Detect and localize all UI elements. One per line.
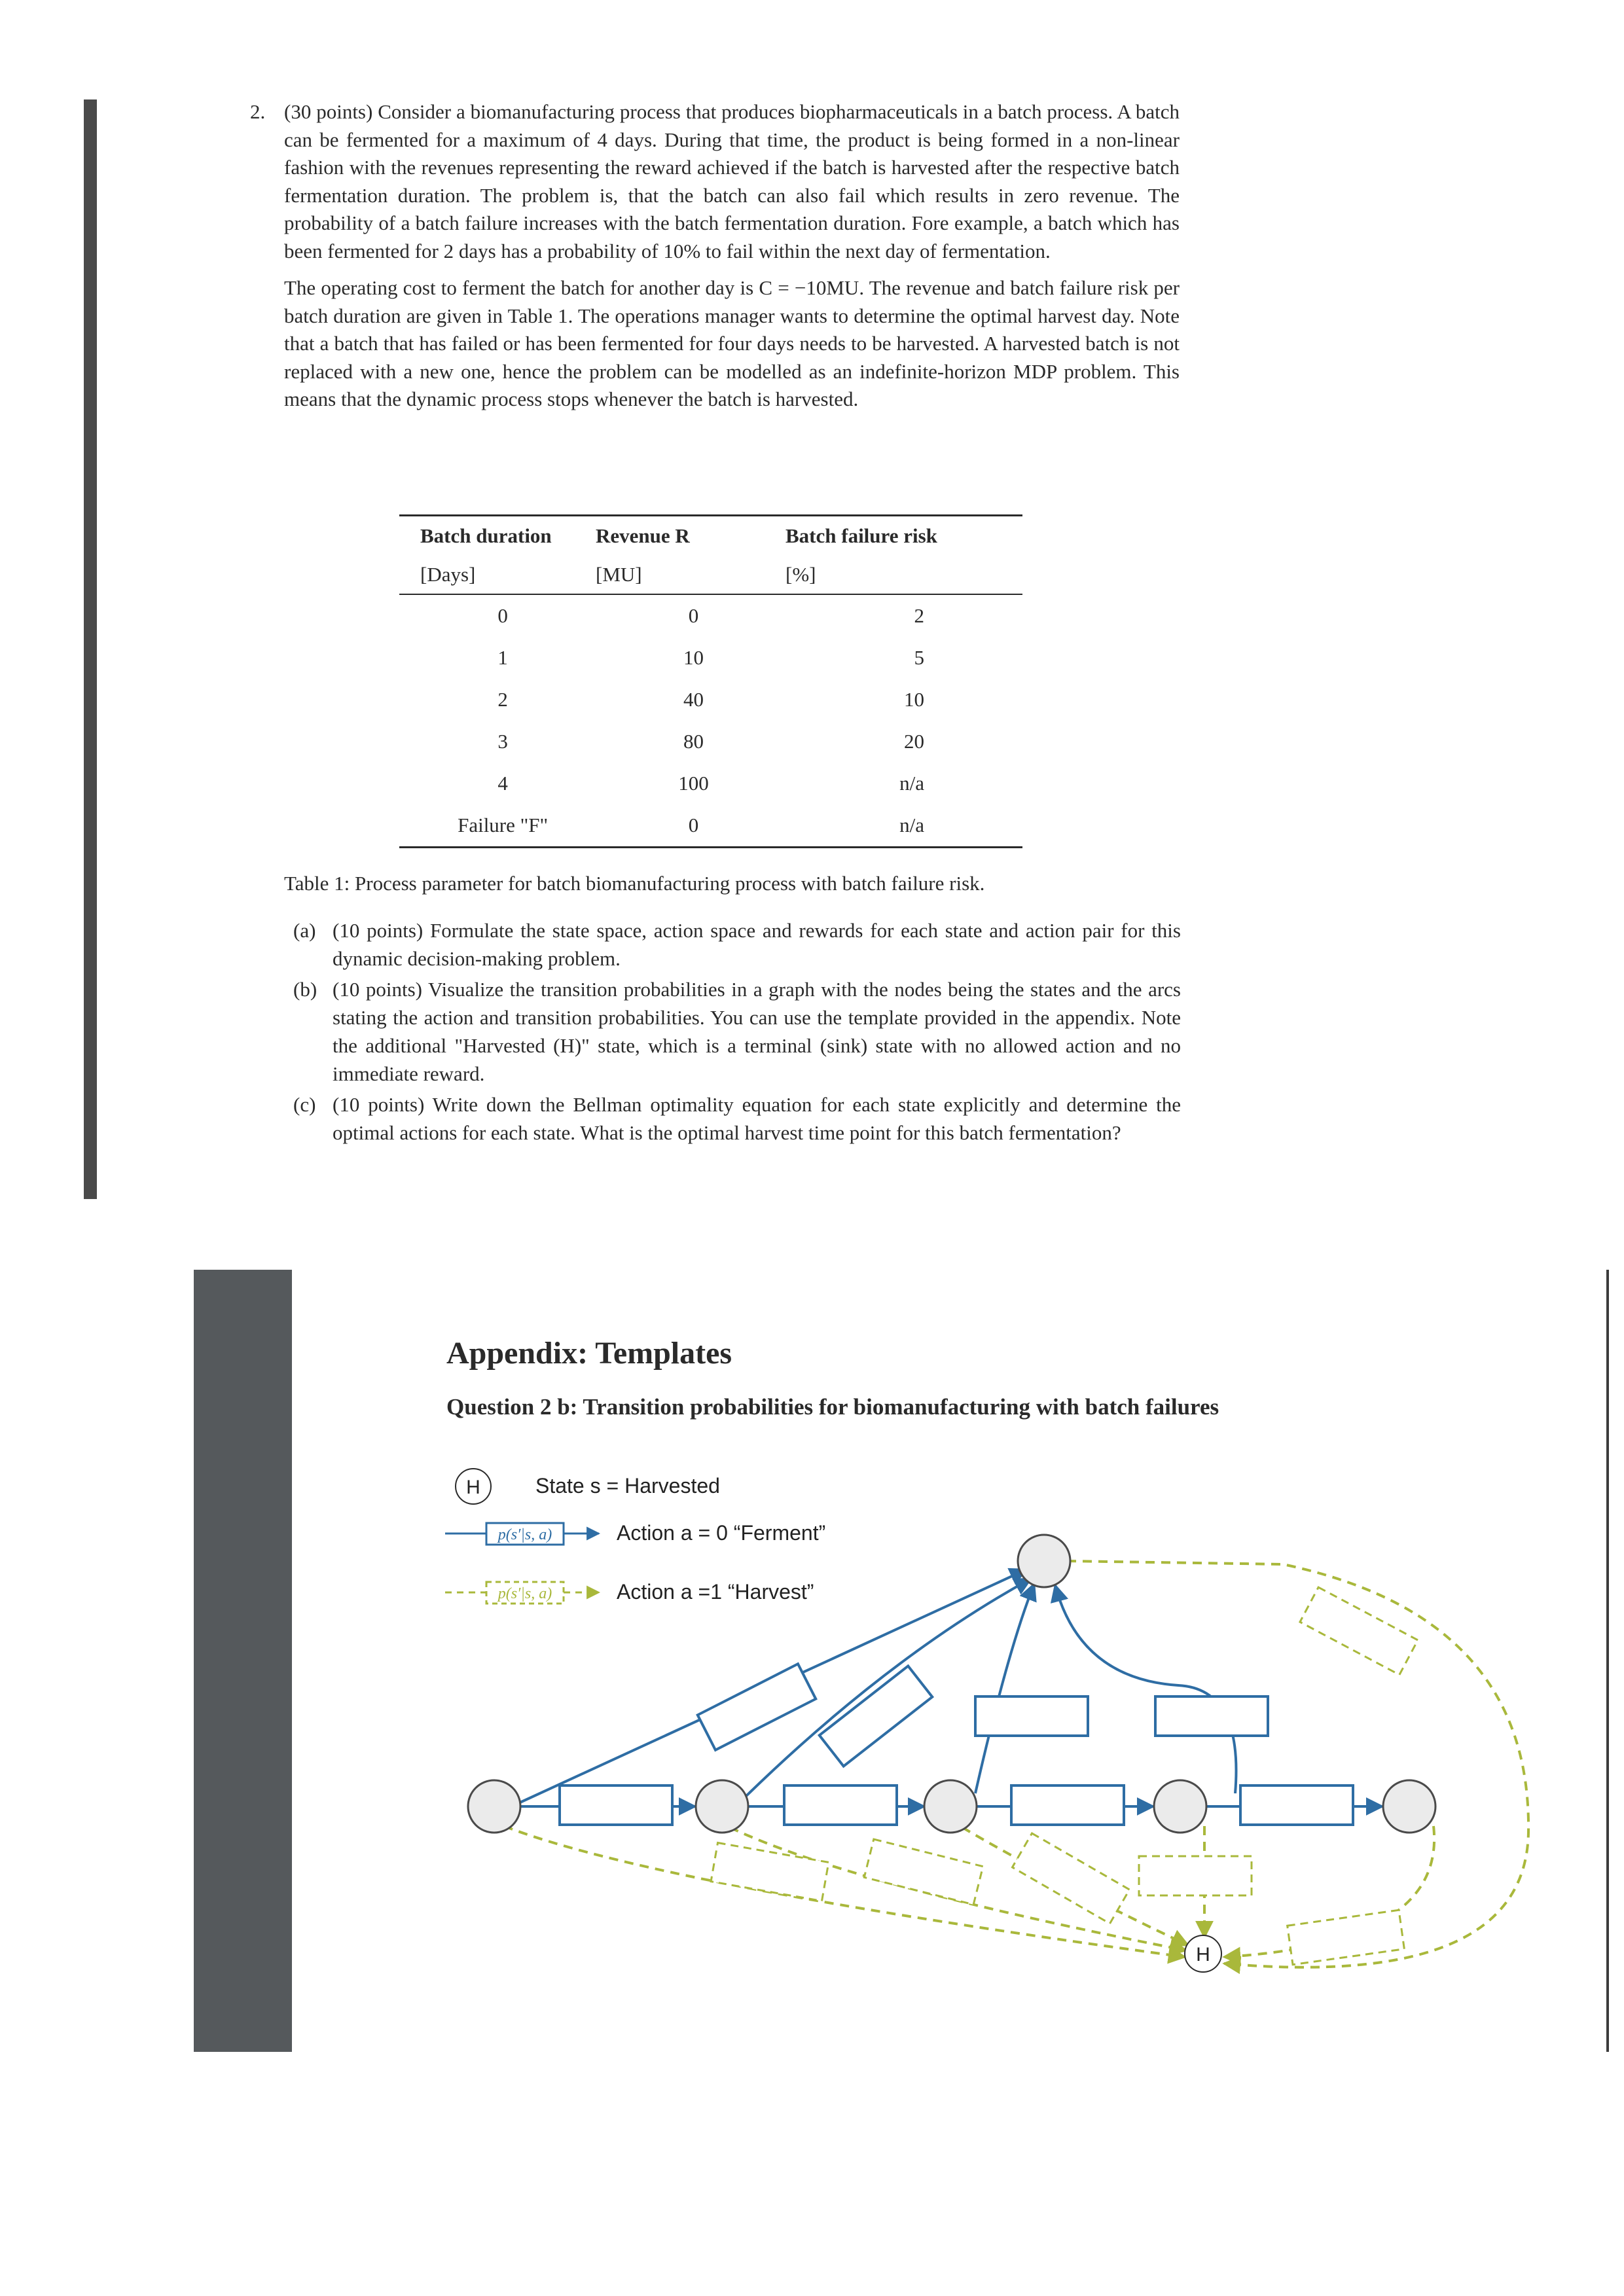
legend-ferment-prob: p(s′|s, a) — [497, 1526, 552, 1543]
state-node-failure — [1018, 1535, 1070, 1587]
cell: 5 — [914, 646, 925, 669]
cell: 10 — [683, 646, 704, 669]
ferment-prob-box — [1011, 1785, 1124, 1825]
harvest-prob-box — [1288, 1910, 1405, 1964]
question-paragraph-2: The operating cost to ferment the batch for another day is C = −10MU. The revenue and batch failure risk per batch duration are given in Table 1. The operations manager wants to determine the optimal harvest day. Note that a batch that has failed or has been fermented for four days needs to be harvested. A harvested batch is not replaced with a new one, hence the problem can be modelled as an indefinite-horizon MDP problem. This means that the dynamic process stops whenever the batch is harvested. — [284, 276, 1180, 410]
unit-mu: [MU] — [596, 563, 642, 586]
part-label: (b) — [293, 978, 317, 1001]
cell: 40 — [683, 688, 704, 711]
cell: 4 — [497, 772, 508, 795]
appendix-title: Appendix: Templates — [446, 1336, 732, 1371]
state-node-day-4 — [1383, 1780, 1435, 1833]
harvest-prob-box — [864, 1839, 983, 1905]
unit-days: [Days] — [420, 563, 476, 586]
header-batch-duration: Batch duration — [420, 524, 552, 547]
legend-ferment-text: Action a = 0 “Ferment” — [617, 1521, 826, 1545]
state-node-day-1 — [696, 1780, 748, 1833]
ferment-prob-box — [560, 1785, 672, 1825]
cell: 2 — [497, 688, 508, 711]
ferment-prob-box — [975, 1696, 1088, 1736]
ferment-arc — [1055, 1585, 1236, 1793]
question-paragraph-1: (30 points) Consider a biomanufacturing process that produces biopharmaceuticals in a batch process. A batch can be fermented for a maximum of 4 days. During that time, the product is being formed in a non-linear fashion with the revenues representing the reward achieved if the batch is harvested after the respective batch fermentation duration. The problem is, that the batch can also fail which results in zero revenue. The probability of a batch failure increases with the batch fermentation duration. Fore example, a batch which has been fermented for 2 days has a probability of 10% to fail within the next day of fermentation. — [284, 100, 1180, 262]
cell: 2 — [914, 604, 925, 627]
header-revenue: Revenue R — [596, 524, 690, 547]
question-number: 2. — [250, 100, 266, 123]
state-node-day-0 — [468, 1780, 520, 1833]
ferment-arcs — [517, 1570, 1382, 1806]
header-failure-risk: Batch failure risk — [785, 524, 937, 547]
cell: 1 — [497, 646, 508, 669]
cell: 80 — [683, 730, 704, 753]
state-node-day-2 — [924, 1780, 977, 1833]
legend-state-text: State s = Harvested — [535, 1474, 720, 1498]
part-label: (c) — [293, 1093, 316, 1116]
part-text: (10 points) Visualize the transition probabilities in a graph with the nodes being the states and the arcs stating the action and transition probabilities. You can use the template provided in the appendix. Note the additional "Harvested (H)" state, which is a terminal (sink) state with no allowed action and no immediate reward. — [333, 978, 1181, 1085]
cell: 0 — [688, 604, 699, 627]
cell: 0 — [497, 604, 508, 627]
unit-percent: [%] — [785, 563, 816, 586]
cell: 100 — [678, 772, 709, 795]
ferment-arc — [975, 1584, 1034, 1793]
part-text: (10 points) Formulate the state space, action space and rewards for each state and action pair for this dynamic decision-making problem. — [333, 919, 1181, 970]
part-label: (a) — [293, 919, 316, 942]
legend-harvest-text: Action a =1 “Harvest” — [617, 1580, 814, 1604]
state-node-day-3 — [1154, 1780, 1206, 1833]
cell: Failure "F" — [458, 814, 549, 836]
harvest-prob-box — [1139, 1856, 1252, 1895]
ferment-prob-box — [1240, 1785, 1353, 1825]
cell: 3 — [497, 730, 508, 753]
cell: n/a — [899, 772, 925, 795]
legend-harvest-prob: p(s′|s, a) — [497, 1585, 552, 1602]
harvest-prob-box — [1013, 1833, 1130, 1924]
legend-node-label: H — [466, 1477, 480, 1498]
part-text: (10 points) Write down the Bellman optimality equation for each state explicitly and determine the optimal actions for each state. What is the optimal harvest time point for this batch fermentation? — [333, 1093, 1181, 1144]
harvest-arc — [1067, 1561, 1528, 1967]
harvested-node-label: H — [1196, 1944, 1210, 1965]
ferment-prob-box — [784, 1785, 897, 1825]
cell: 10 — [904, 688, 925, 711]
legend — [445, 1469, 825, 1604]
cell: n/a — [899, 814, 925, 836]
table-caption: Table 1: Process parameter for batch biomanufacturing process with batch failure risk. — [284, 872, 985, 895]
ferment-prob-box — [1155, 1696, 1268, 1736]
harvest-prob-boxes — [711, 1587, 1418, 1965]
appendix-subtitle: Question 2 b: Transition probabilities for biomanufacturing with batch failures — [446, 1394, 1219, 1420]
cell: 20 — [904, 730, 925, 753]
ferment-prob-box — [698, 1664, 816, 1750]
cell: 0 — [688, 814, 699, 836]
harvest-prob-box — [1300, 1587, 1418, 1675]
